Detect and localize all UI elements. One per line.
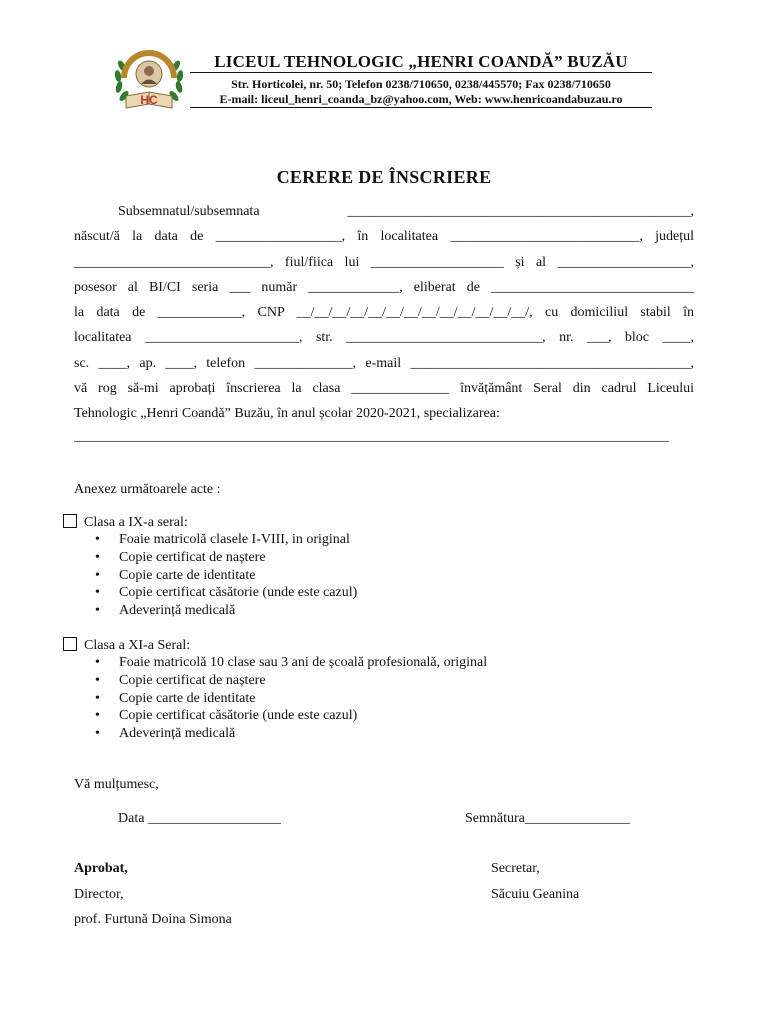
form-line-8: vă rog să-mi aprobați înscrierea la clasa ______________ învățământ Seral din cadrul Liceului bbox=[74, 381, 694, 396]
class-xi-checkbox[interactable] bbox=[63, 637, 77, 651]
form-line-9: Tehnologic „Henri Coandă” Buzău, în anul școlar 2020-2021, specializarea: bbox=[74, 406, 500, 421]
list-item: • Copie certificat de naștere bbox=[95, 672, 487, 690]
annex-intro: Anexez următoarele acte : bbox=[74, 482, 221, 497]
class-ix-checkbox[interactable] bbox=[63, 514, 77, 528]
class-ix-document-list bbox=[95, 531, 357, 620]
class-xi-document-list bbox=[95, 654, 487, 743]
form-line-6: localitatea ______________________, str. ____________________________, nr. ___, bloc ____, bbox=[74, 330, 694, 345]
secretary-role: Secretar, bbox=[491, 861, 540, 876]
class-ix-heading: Clasa a IX-a seral: bbox=[84, 515, 188, 530]
thanks-text: Vă mulțumesc, bbox=[74, 777, 159, 792]
school-address: Str. Horticolei, nr. 50; Telefon 0238/710650, 0238/445570; Fax 0238/710650 bbox=[231, 77, 611, 91]
list-item: • Foaie matricolă 10 clase sau 3 ani de școală profesională, original bbox=[95, 654, 487, 672]
approval-role: Director, bbox=[74, 887, 124, 902]
form-line-10: _____________________________________________________________________________________ bbox=[74, 429, 669, 444]
form-line-5: la data de ____________, CNP __/__/__/__/__/__/__/__/__/__/__/__/__/, cu domiciliul stabil în bbox=[74, 305, 694, 320]
list-item: • Copie certificat căsătorie (unde este cazul) bbox=[95, 707, 487, 725]
approval-name: prof. Furtună Doina Simona bbox=[74, 912, 232, 927]
form-line-4: posesor al BI/CI seria ___ număr _____________, eliberat de _____________________________ bbox=[74, 280, 694, 295]
list-item: • Copie certificat de naștere bbox=[95, 549, 357, 567]
list-item: • Copie certificat căsătorie (unde este cazul) bbox=[95, 584, 357, 602]
form-line-3: ____________________________, fiul/fiica lui ___________________ și al ___________________, bbox=[74, 255, 694, 270]
form-line-1: Subsemnatul/subsemnata _________________________________________________, bbox=[118, 204, 694, 219]
document-title: CERERE DE ÎNSCRIERE bbox=[276, 167, 492, 187]
approval-label: Aprobat, bbox=[74, 861, 128, 876]
date-field: Data ___________________ bbox=[118, 811, 281, 826]
list-item: • Foaie matricolă clasele I-VIII, in original bbox=[95, 531, 357, 549]
list-item: • Adeverință medicală bbox=[95, 725, 487, 743]
school-logo bbox=[110, 44, 188, 114]
class-xi-heading: Clasa a XI-a Seral: bbox=[84, 638, 191, 653]
form-line-2: născut/ă la data de __________________, în localitatea ___________________________, județul bbox=[74, 229, 694, 244]
school-name: LICEUL TEHNOLOGIC „HENRI COANDĂ” BUZĂU bbox=[190, 52, 652, 73]
school-contact: E-mail: liceul_henri_coanda_bz@yahoo.com, Web: www.henricoandabuzau.ro bbox=[190, 92, 652, 108]
list-item: • Adeverință medicală bbox=[95, 602, 357, 620]
list-item: • Copie carte de identitate bbox=[95, 690, 487, 708]
signature-field: Semnătura_______________ bbox=[465, 811, 630, 826]
svg-text:HC: HC bbox=[140, 93, 158, 107]
form-line-7: sc. ____, ap. ____, telefon ______________, e-mail ________________________________________, bbox=[74, 356, 694, 371]
list-item: • Copie carte de identitate bbox=[95, 567, 357, 585]
secretary-name: Săcuiu Geanina bbox=[491, 887, 580, 902]
